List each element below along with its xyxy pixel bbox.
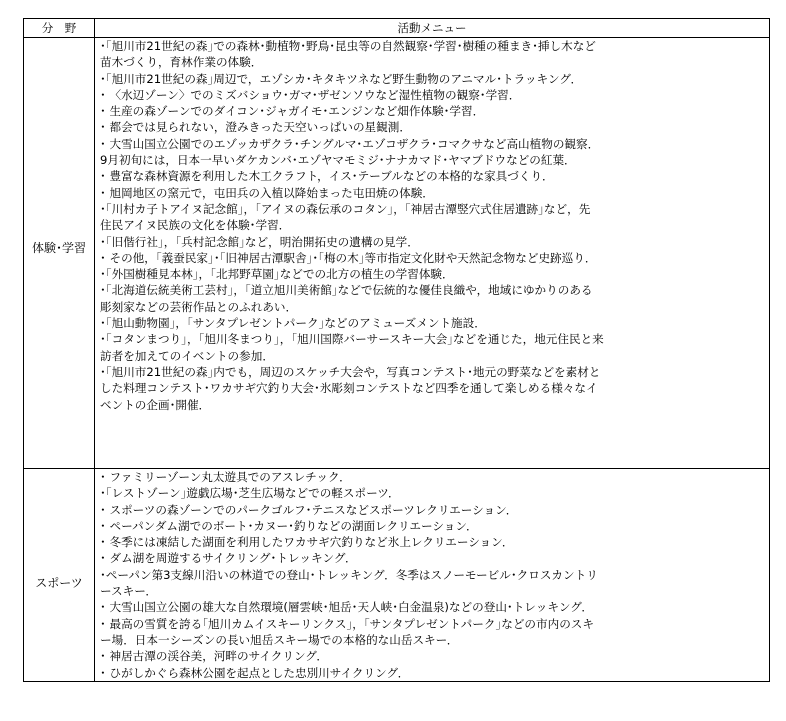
table-header (24, 19, 769, 37)
activity-line: ･ ひがしかぐら森林公園を起点とした忠別川サイクリング． (100, 665, 410, 680)
activity-table (23, 18, 770, 682)
activity-line: ベントの企画･開催． (100, 397, 211, 412)
activity-line: 9月初旬には，日本一早いダケカンバ･エゾヤマモミジ･ナナカマド･ヤマブドウなどの紅葉． (100, 153, 576, 168)
activity-line: ･｢北海道伝統美術工芸村｣，｢道立旭川美術館｣などで伝統的な優佳良織や，地域にゆかりのある (100, 283, 593, 298)
activity-line: ･｢旭川市21世紀の森｣周辺で，エゾシカ･キタキツネなど野生動物のアニマル･トラッキング． (100, 71, 583, 86)
activity-line: 訪者を加えてのイベントの参加． (100, 348, 274, 363)
activity-line: ･ 生産の森ゾーンでのダイコン･ジャガイモ･エンジンなど畑作体験･学習． (100, 104, 485, 119)
category-experience-learning: 体験･学習 (31, 241, 86, 255)
activity-line: ･ ダム湖を周遊するサイクリング･トレッキング． (100, 551, 357, 566)
header-activity-menu: 活動メニュー (397, 21, 467, 35)
activity-line: ･｢旭川市21世紀の森｣内でも，周辺のスケッチ大会や，写真コンテスト･地元の野菜などを素材と (100, 364, 601, 379)
activity-line: ･ その他，｢義蚕民家｣･｢旧神居古潭駅舎｣･｢梅の木｣等市指定文化財や天然記念物など史跡巡り． (100, 250, 597, 265)
activity-line: 彫刻家などの芸術作品とのふれあい． (100, 299, 298, 314)
activity-line: ･ 都会では見られない，澄みきった天空いっぱいの星観測． (100, 120, 411, 135)
activity-line: ･ 最高の雪質を誇る｢旭川カムイスキーリンクス｣，｢サンタプレゼントパーク｣などの市内のスキ (100, 616, 594, 631)
activity-line: ･ スポーツの森ゾーンでのパークゴルフ･テニスなどスポーツレクリエーション． (100, 502, 518, 517)
experience-learning-activities (100, 38, 766, 413)
activity-line: ･ ペーパンダム湖でのボート･カヌー･釣りなどの湖面レクリエーション． (100, 518, 478, 533)
activity-line: ･｢川村カ子トアイヌ記念館｣，｢アイヌの森伝承のコタン｣，｢神居古潭竪穴式住居遺跡｣など，先 (100, 201, 591, 216)
category-sports: スポーツ (35, 576, 83, 590)
activity-line: ･｢旭山動物園｣，｢サンタプレゼントパーク｣などのアミューズメント施設． (100, 316, 486, 331)
activity-line: ･ 豊富な森林資源を利用した木工クラフト，イス･テーブルなどの本格的な家具づくり． (100, 169, 554, 184)
activity-line: ースキー． (100, 584, 157, 599)
activity-line: ･ 〈水辺ゾーン〉でのミズバショウ･ガマ･ザゼンソウなど湿性植物の観察･学習． (100, 87, 521, 102)
column-divider (94, 19, 95, 681)
activity-line: ･ペーパン第3支線川沿いの林道での登山･トレッキング．冬季はスノーモービル･クロスカントリ (100, 567, 598, 582)
activity-line: 苗木づくり，育林作業の体験． (100, 55, 263, 70)
activity-line: ･｢旭川市21世紀の森｣での森林･動植物･野鳥･昆虫等の自然観察･学習･樹種の種まき･挿し木など (100, 39, 596, 53)
activity-line: ･ 冬季には凍結した湖面を利用したワカサギ穴釣りなど氷上レクリエーション． (100, 535, 514, 550)
activity-line: ･｢コタンまつり｣，｢旭川冬まつり｣，｢旭川国際バーサースキー大会｣などを通じた，地元住民と来 (100, 332, 604, 347)
activity-line: した料理コンテスト･ワカサギ穴釣り大会･氷彫刻コンテストなど四季を通して楽しめる様々なイ (100, 381, 598, 396)
activity-line: ー場．日本一シーズンの長い旭岳スキー場での本格的な山岳スキー． (100, 632, 459, 647)
activity-line: ･｢旧偕行社｣，｢兵村記念館｣など，明治開拓史の遺構の見学． (100, 234, 419, 249)
activity-line: ･ 大雪山国立公園でのエゾッカザクラ･チングルマ･エゾコザクラ･コマクサなど高山植物の観察． (100, 136, 600, 151)
activity-line: ･｢レストゾーン｣遊戯広場･芝生広場などでの軽スポーツ． (100, 486, 400, 501)
activity-line: ･｢外国樹種見本林｣，｢北邦野草園｣などでの北方の植生の学習体験． (100, 267, 454, 282)
header-category: 分 野 (41, 21, 77, 35)
activity-line: 住民アイヌ民族の文化を体験･学習． (100, 218, 291, 233)
activity-line: ･ 大雪山国立公園の雄大な自然環境(層雲峡･旭岳･天人峡･白金温泉)などの登山･トレッキング． (100, 600, 593, 615)
activity-line: ･ ファミリーゾーン丸太遊具でのアスレチック． (100, 470, 351, 484)
activity-line: ･ 旭岡地区の窯元で，屯田兵の入植以降始まった屯田焼の体験． (100, 185, 434, 200)
activity-line: ･ 神居古潭の渓谷美，河畔のサイクリング． (100, 649, 329, 664)
sports-activities (100, 469, 766, 681)
